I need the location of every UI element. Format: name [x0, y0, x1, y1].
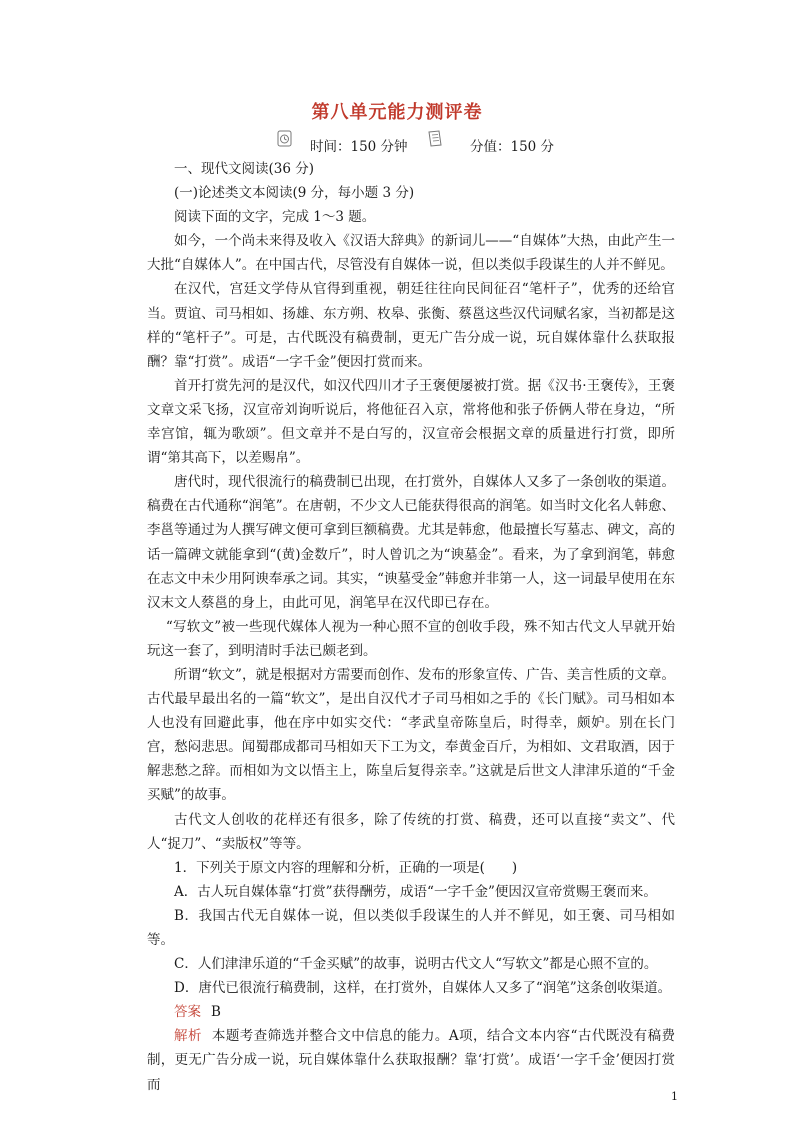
section-heading: 一、现代文阅读(36 分): [174, 161, 315, 177]
answer-value: B: [211, 1004, 221, 1021]
analysis-text: 本题考查筛选并整合文中信息的能力。A项，结合文本内容“古代既没有稿费制，更无广告分成一说，玩自媒体靠什么获取报酬？靠‘打赏’。成语‘一字千金’便因打赏而: [147, 1028, 676, 1093]
exam-score: 分值：150 分: [470, 139, 555, 155]
paragraph: “写软文”被一些现代媒体人视为一种心照不宣的创收手段，殊不知古代文人早就开始玩这一套了，到明清时手法已颇老到。: [147, 618, 675, 659]
paragraph: 所谓“软文”，就是根据对方需要而创作、发布的形象宣传、广告、美言性质的文章。古代最早最出名的一篇“软文”，是出自汉代才子司马相如之手的《长门赋》。司马相如本人也没有回避此事，他在序中如实交代：“孝武皇帝陈皇后，时得幸，颇妒。别在长门宫，愁闷悲思。闻蜀郡成都司马相如天下工为文，奉黄金百斤，为相如、文君取酒，因于解悲愁之辞。而相如为文以悟主上，陈皇后复得亲幸。”这就是后世文人津津乐道的“千金买赋”的故事。: [147, 666, 675, 804]
paragraph: 唐代时，现代很流行的稿费制已出现，在打赏外，自媒体人又多了一条创收的渠道。稿费在古代通称“润笔”。在唐朝，不少文人已能获得很高的润笔。如当时文化名人韩愈、李邕等通过为人撰写碑文便可拿到巨额稿费。尤其是韩愈，他最擅长写墓志、碑文，高的话一篇碑文就能拿到“(黄)金数斤”，时人曾讥之为“谀墓金”。看来，为了拿到润笔，韩愈在志文中未少用阿谀奉承之词。其实，“谀墓受金”韩愈并非第一人，这一词最早使用在东汉末文人蔡邕的身上，由此可见，润笔早在汉代即已存在。: [147, 474, 675, 611]
document-body: [147, 157, 675, 1097]
clock-icon: [276, 129, 294, 149]
exam-meta: [276, 133, 576, 155]
paragraph: 古代文人创收的花样还有很多，除了传统的打赏、稿费，还可以直接“卖文”、代人“捉刀”、“卖版权”等等。: [147, 811, 675, 852]
paper-icon: [426, 129, 444, 149]
subsection-heading: (一)论述类文本阅读(9 分，每小题 3 分): [174, 185, 415, 202]
question-stem: 1．下列关于原文内容的理解和分析，正确的一项是( ): [174, 859, 518, 876]
paragraph: 在汉代，宫廷文学侍从官得到重视，朝廷往往向民间征召“笔杆子”，优秀的还给官当。贾谊、司马相如、扬雄、东方朔、枚皋、张衡、蔡邕这些汉代词赋名家，当初都是这样的“笔杆子”。可是，古代既没有稿费制，更无广告分成一说，玩自媒体靠什么获取报酬？靠“打赏”。成语“一字千金”便因打赏而来。: [147, 281, 675, 370]
analysis-label: 解析: [174, 1028, 202, 1045]
answer-label: 答案: [174, 1004, 201, 1021]
paragraph: 如今，一个尚未来得及收入《汉语大辞典》的新词儿——“自媒体”大热，由此产生一大批“自媒体人”。在中国古代，尽管没有自媒体一说，但以类似手段谋生的人并不鲜见。: [147, 233, 675, 274]
page-title: 第八单元能力测评卷: [311, 102, 483, 123]
paragraph: 首开打赏先河的是汉代，如汉代四川才子王褒便屡被打赏。据《汉书·王褒传》，王褒文章文采飞扬，汉宣帝刘询听说后，将他征召入京，常将他和张子侨俩人带在身边，“所幸宫馆，辄为歌颂”。但文章并不是白写的，汉宣帝会根据文章的质量进行打赏，即所谓“第其高下，以差赐帛”。: [147, 377, 675, 467]
answer-line: [147, 1000, 675, 1024]
page-number: 1: [671, 1090, 678, 1103]
question-option: A．古人玩自媒体靠“打赏”获得酬劳，成语“一字千金”便因汉宣帝赏赐王褒而来。: [174, 883, 657, 900]
exam-time: 时间：150 分钟: [310, 139, 408, 155]
instruction: 阅读下面的文字，完成 1～3 题。: [174, 209, 376, 226]
analysis-line: [147, 1024, 675, 1096]
question-option: D．唐代已很流行稿费制，这样，在打赏外，自媒体人又多了“润笔”这条创收渠道。: [174, 980, 672, 997]
question-option: B．我国古代无自媒体一说，但以类似手段谋生的人并不鲜见，如王褒、司马相如等。: [147, 907, 675, 948]
question-option: C．人们津津乐道的“千金买赋”的故事，说明古代文人“写软文”都是心照不宣的。: [174, 956, 658, 973]
